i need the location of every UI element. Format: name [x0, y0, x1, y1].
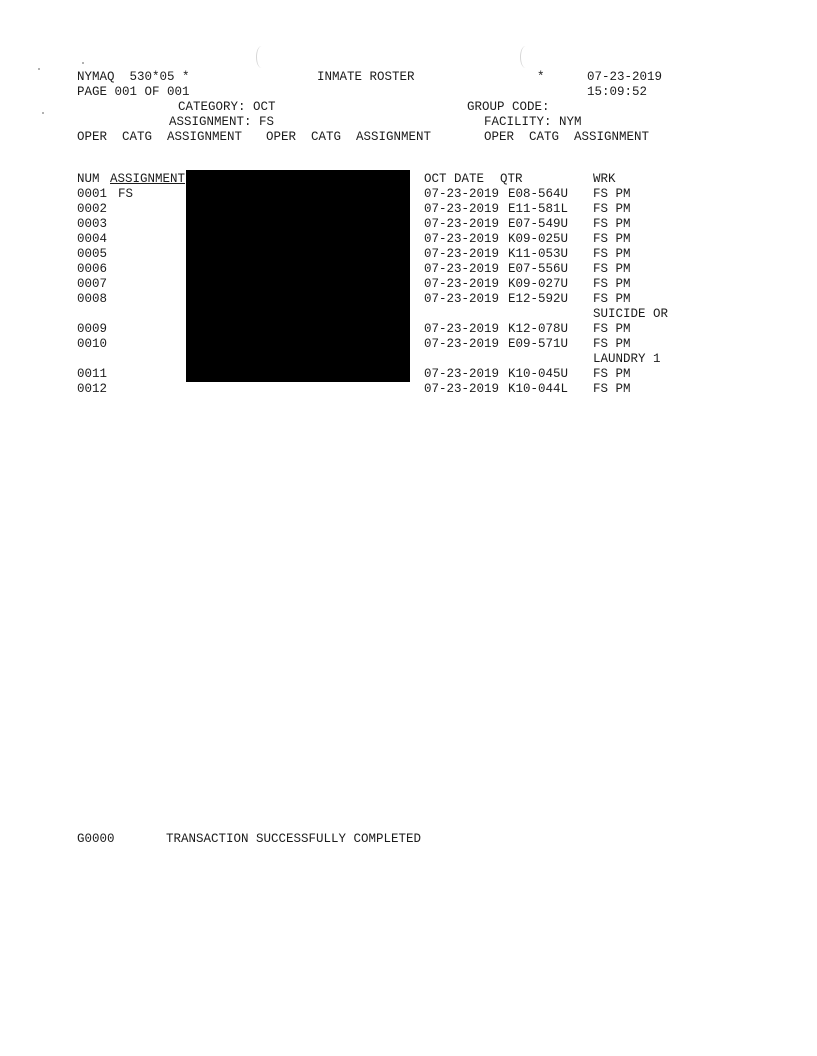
row-oct-date: 07-23-2019 [424, 247, 500, 261]
row-oct-date: 07-23-2019 [424, 292, 500, 306]
column-group-1: OPER CATG ASSIGNMENT [77, 130, 243, 144]
row-oct-date: 07-23-2019 [424, 337, 500, 351]
row-wrk: FS PM [593, 262, 631, 276]
report-title: INMATE ROSTER [317, 70, 415, 84]
row-num: 0002 [77, 202, 108, 216]
row-qtr: K10-044L [508, 382, 569, 396]
row-qtr: K12-078U [508, 322, 569, 336]
row-wrk: FS PM [593, 322, 631, 336]
row-oct-date: 07-23-2019 [424, 202, 500, 216]
page-number: PAGE 001 OF 001 [77, 85, 190, 99]
row-wrk: FS PM [593, 367, 631, 381]
status-code: G0000 [77, 832, 115, 846]
assignment-line: ASSIGNMENT: FS [169, 115, 275, 129]
scan-speck [82, 62, 84, 64]
row-wrk: FS PM [593, 247, 631, 261]
scan-speck [38, 68, 40, 70]
column-group-3: OPER CATG ASSIGNMENT [484, 130, 650, 144]
facility-line: FACILITY: NYM [484, 115, 582, 129]
row-oct-date: 07-23-2019 [424, 232, 500, 246]
row-qtr: E12-592U [508, 292, 569, 306]
row-num: 0009 [77, 322, 108, 336]
row-qtr: E07-549U [508, 217, 569, 231]
row-oct-date: 07-23-2019 [424, 262, 500, 276]
row-wrk: FS PM [593, 382, 631, 396]
row-num: 0011 [77, 367, 108, 381]
row-wrk: FS PM [593, 202, 631, 216]
row-wrk: FS PM [593, 337, 631, 351]
row-wrk-continuation: SUICIDE OR [593, 307, 669, 321]
row-oct-date: 07-23-2019 [424, 217, 500, 231]
row-num: 0008 [77, 292, 108, 306]
row-qtr: K11-053U [508, 247, 569, 261]
row-qtr: E11-581L [508, 202, 569, 216]
row-wrk-continuation: LAUNDRY 1 [593, 352, 661, 366]
row-num: 0004 [77, 232, 108, 246]
row-qtr: K09-027U [508, 277, 569, 291]
row-oct-date: 07-23-2019 [424, 277, 500, 291]
system-id: NYMAQ 530*05 * [77, 70, 190, 84]
row-oct-date: 07-23-2019 [424, 322, 500, 336]
row-qtr: E07-556U [508, 262, 569, 276]
header-num: NUM [77, 172, 100, 186]
row-num: 0007 [77, 277, 108, 291]
header-assignment: ASSIGNMENT [110, 172, 186, 186]
column-group-2: OPER CATG ASSIGNMENT [266, 130, 432, 144]
category-line: CATEGORY: OCT [178, 100, 276, 114]
scan-speck [42, 112, 44, 114]
row-assignment: FS [118, 187, 134, 201]
row-wrk: FS PM [593, 232, 631, 246]
row-wrk: FS PM [593, 277, 631, 291]
row-oct-date: 07-23-2019 [424, 187, 500, 201]
group-code: GROUP CODE: [467, 100, 550, 114]
header-star: * [537, 70, 545, 84]
row-num: 0012 [77, 382, 108, 396]
row-num: 0005 [77, 247, 108, 261]
scan-mark [520, 46, 531, 68]
row-num: 0010 [77, 337, 108, 351]
row-num: 0003 [77, 217, 108, 231]
header-qtr: QTR [500, 172, 523, 186]
row-wrk: FS PM [593, 217, 631, 231]
row-qtr: K09-025U [508, 232, 569, 246]
row-oct-date: 07-23-2019 [424, 382, 500, 396]
status-message: TRANSACTION SUCCESSFULLY COMPLETED [166, 832, 422, 846]
report-time: 15:09:52 [587, 85, 648, 99]
row-num: 0006 [77, 262, 108, 276]
row-num: 0001 [77, 187, 108, 201]
row-wrk: FS PM [593, 187, 631, 201]
row-wrk: FS PM [593, 292, 631, 306]
row-qtr: K10-045U [508, 367, 569, 381]
row-qtr: E09-571U [508, 337, 569, 351]
header-wrk: WRK [593, 172, 616, 186]
report-date: 07-23-2019 [587, 70, 663, 84]
redaction-block [186, 170, 410, 382]
header-oct-date: OCT DATE [424, 172, 485, 186]
row-qtr: E08-564U [508, 187, 569, 201]
row-oct-date: 07-23-2019 [424, 367, 500, 381]
scan-mark [256, 46, 267, 68]
